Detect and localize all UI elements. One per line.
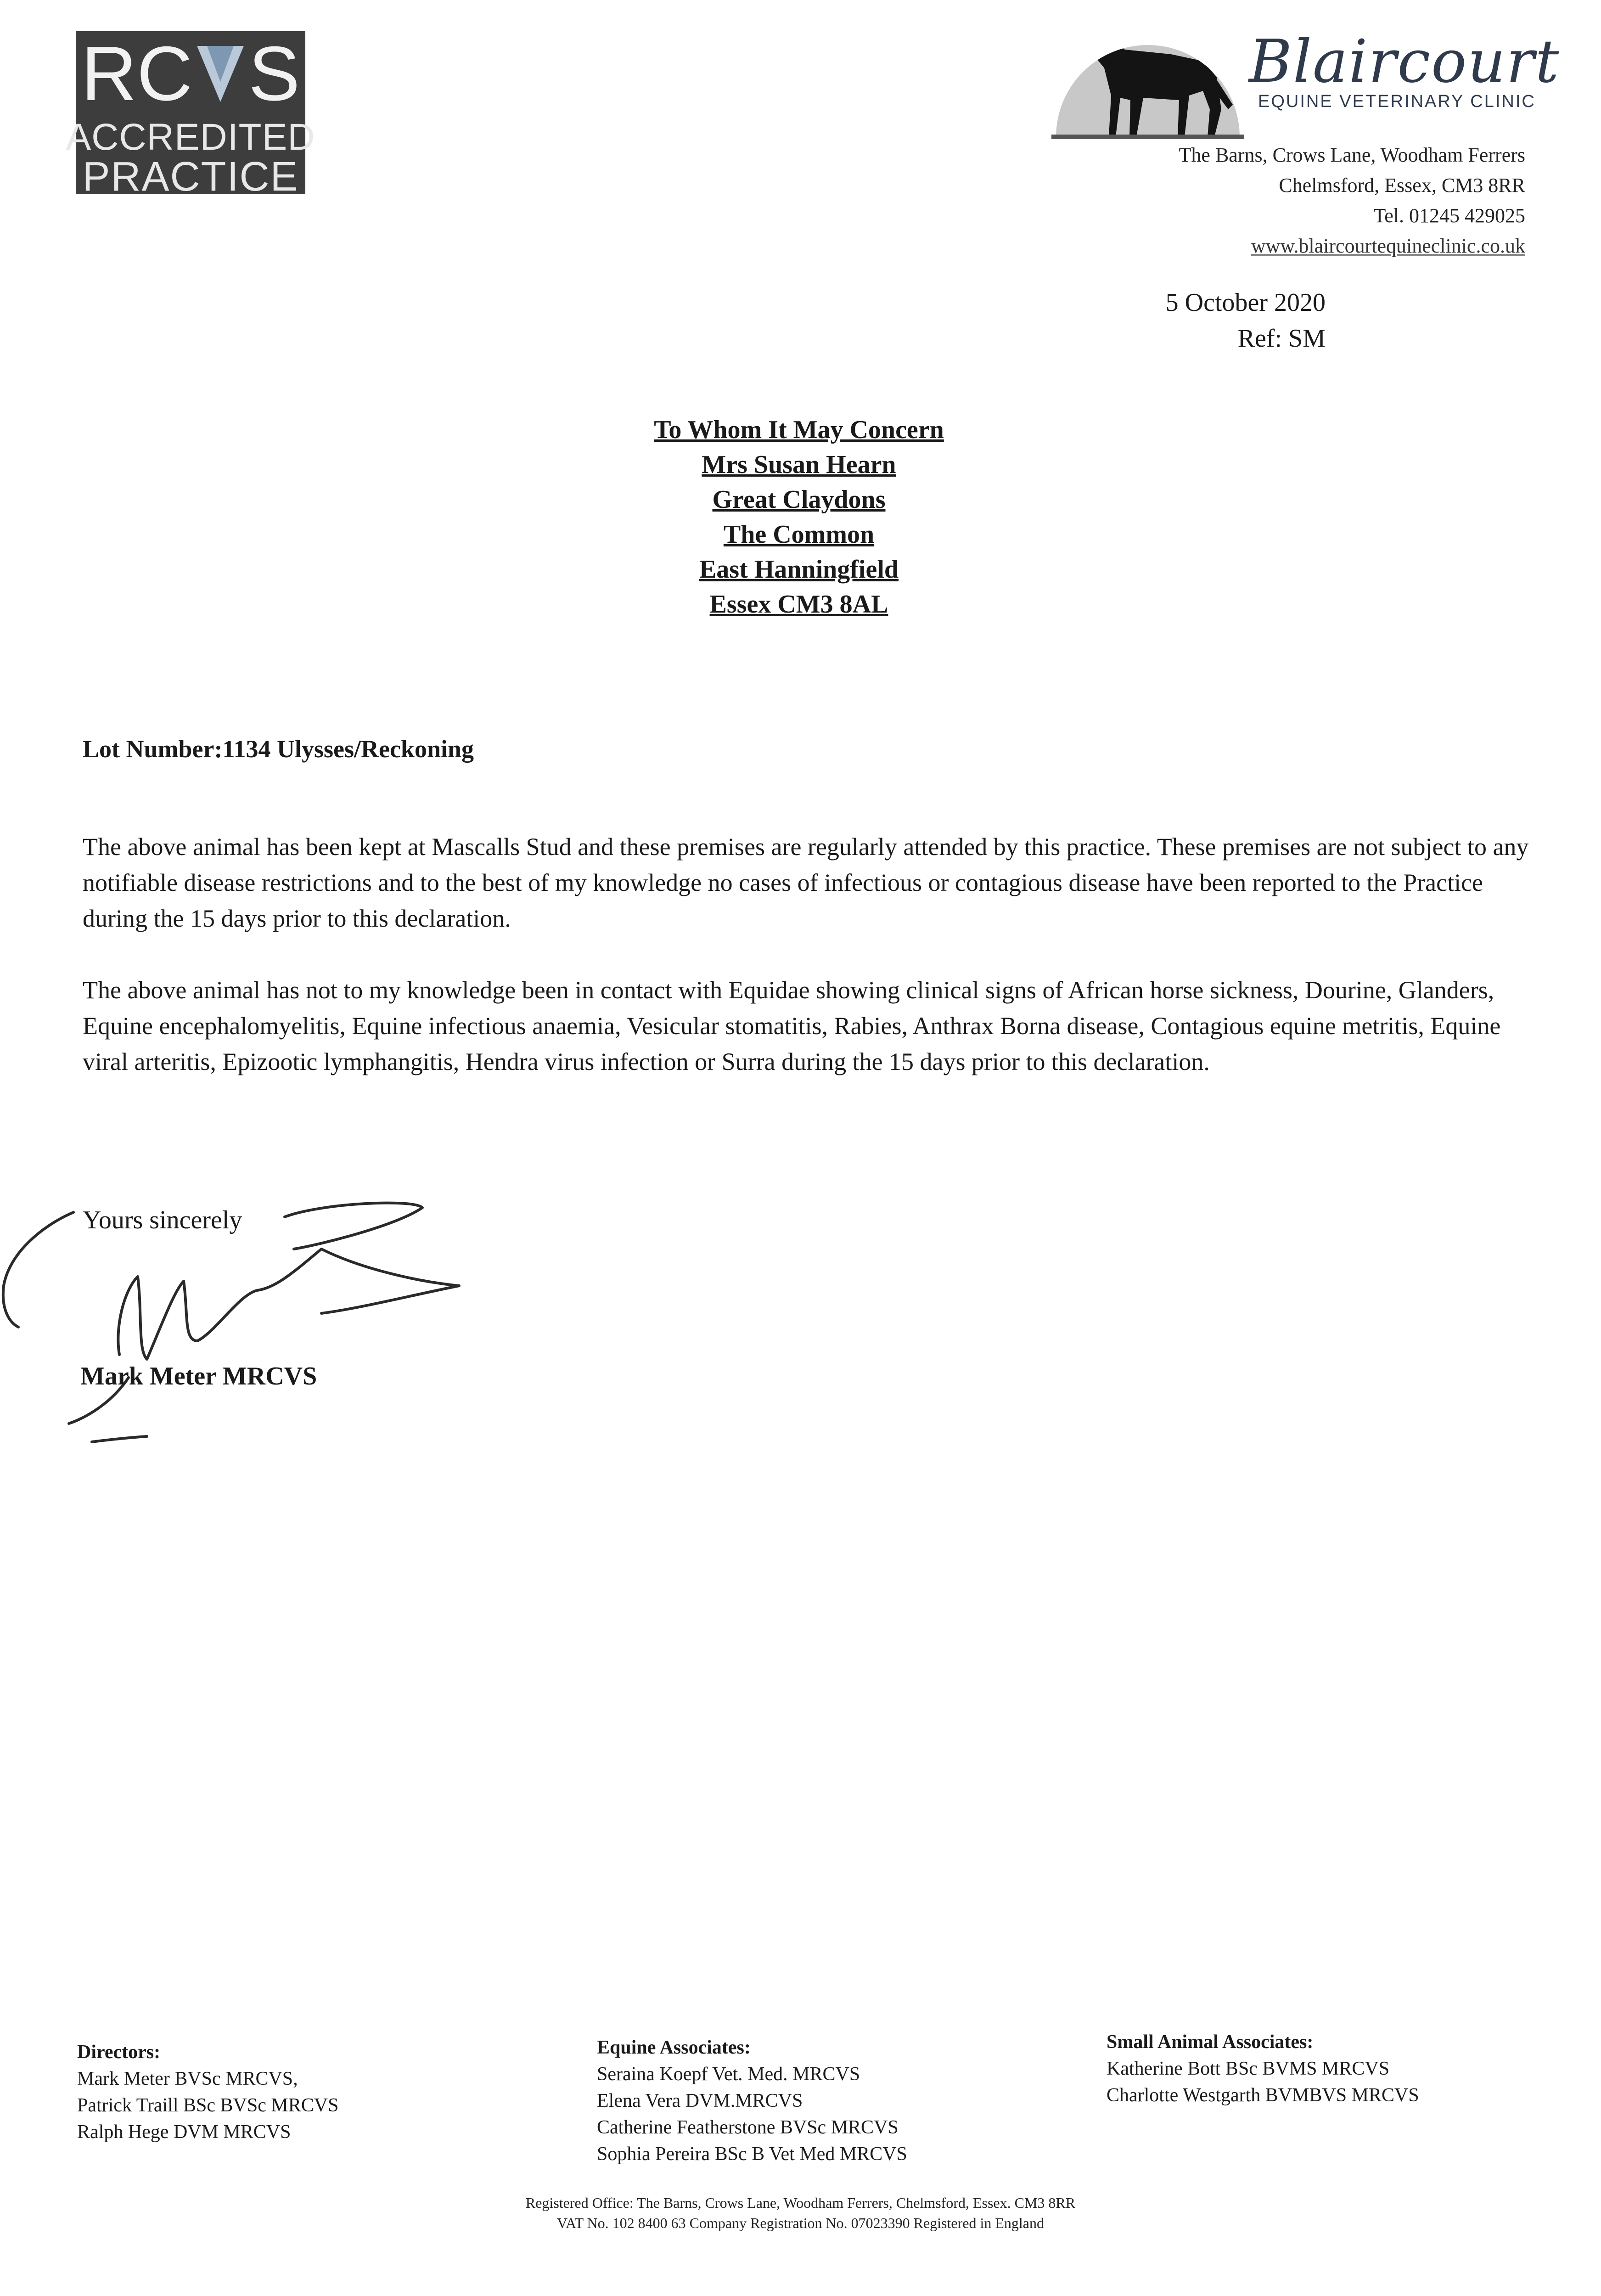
footer-directors xyxy=(77,2039,338,2145)
small-animal-associate-name: Charlotte Westgarth BVMBVS MRCVS xyxy=(1107,2085,1419,2106)
rcvs-accredited-logo xyxy=(66,30,315,200)
address-telephone: Tel. 01245 429025 xyxy=(1373,204,1525,227)
equine-associate-name: Elena Vera DVM.MRCVS xyxy=(597,2090,803,2111)
equine-associate-name: Sophia Pereira BSc B Vet Med MRCVS xyxy=(597,2144,907,2165)
equine-associate-name: Catherine Featherstone BVSc MRCVS xyxy=(597,2117,899,2138)
handwritten-signature xyxy=(0,1176,505,1451)
body-paragraph-diseases: The above animal has not to my knowledge been in contact with Equidae showing clinical signs of African horse sickness, Dourine, Glanders, Equine encephalomyelitis, Equine infectious anaemia, Vesicular stomatitis, Rabies, Anthrax Borna disease, Contagious equine metritis, Equine viral arteritis, Epizootic lymphangitis, Hendra virus infection or Surra during the 15 days prior to this declaration. xyxy=(83,976,1501,1075)
recipient-address-2: The Common xyxy=(723,520,875,549)
director-name: Ralph Hege DVM MRCVS xyxy=(77,2122,291,2143)
clinic-name: Blaircourt xyxy=(1249,28,1560,96)
recipient-address-1: Great Claydons xyxy=(712,485,886,514)
clinic-address xyxy=(1179,140,1525,261)
rcvs-accredited-text: ACCREDITED xyxy=(66,116,315,158)
footer-small-animal-associates xyxy=(1107,2029,1419,2109)
recipient-block xyxy=(0,412,1596,622)
closing-salutation: Yours sincerely xyxy=(83,1206,242,1234)
lot-number: Lot Number:1134 Ulysses/Reckoning xyxy=(83,735,474,763)
clinic-tagline: EQUINE VETERINARY CLINIC xyxy=(1258,92,1536,111)
small-animal-associates-heading: Small Animal Associates: xyxy=(1107,2032,1314,2053)
registered-office: Registered Office: The Barns, Crows Lane, Woodham Ferrers, Chelmsford, Essex. CM3 8RR xyxy=(525,2195,1076,2211)
body-paragraph-premises: The above animal has been kept at Mascalls Stud and these premises are regularly attended by this practice. These premises are not subject to any notifiable disease restrictions and to the best of my knowledge no cases of infectious or contagious disease have been reported to the Practice during the 15 days prior to this declaration. xyxy=(83,833,1529,932)
footer-equine-associates xyxy=(597,2034,907,2167)
signatory-name: Mark Meter MRCVS xyxy=(80,1362,317,1390)
recipient-address-3: East Hanningfield xyxy=(699,555,899,584)
director-name: Mark Meter BVSc MRCVS, xyxy=(77,2068,298,2089)
director-name: Patrick Traill BSc BVSc MRCVS xyxy=(77,2095,339,2116)
address-line-1: The Barns, Crows Lane, Woodham Ferrers xyxy=(1179,144,1525,166)
recipient-line xyxy=(535,587,1063,622)
letter-date: 5 October 2020 xyxy=(1165,288,1326,317)
small-animal-associate-name: Katherine Bott BSc BVMS MRCVS xyxy=(1107,2058,1390,2079)
recipient-line xyxy=(535,517,1063,552)
letter-reference: Ref: SM xyxy=(1237,324,1326,353)
address-line-2: Chelmsford, Essex, CM3 8RR xyxy=(1279,174,1525,197)
recipient-salutation: To Whom It May Concern xyxy=(654,416,944,444)
clinic-website-link[interactable]: www.blaircourtequineclinic.co.uk xyxy=(1251,235,1525,257)
rcvs-practice-text: PRACTICE xyxy=(82,154,299,200)
recipient-line xyxy=(535,412,1063,447)
equine-associates-heading: Equine Associates: xyxy=(597,2037,751,2058)
horse-emblem-icon xyxy=(1051,17,1244,151)
registered-office-block xyxy=(0,2193,1601,2233)
rcvs-letter-s: S xyxy=(248,30,300,117)
recipient-name: Mrs Susan Hearn xyxy=(702,450,896,479)
equine-associate-name: Seraina Koepf Vet. Med. MRCVS xyxy=(597,2064,860,2085)
rcvs-shield-icon xyxy=(193,41,247,106)
recipient-line xyxy=(535,482,1063,517)
directors-heading: Directors: xyxy=(77,2042,161,2063)
recipient-address-4: Essex CM3 8AL xyxy=(709,590,888,619)
rcvs-wordmark xyxy=(81,30,300,117)
recipient-line xyxy=(535,552,1063,587)
rcvs-letters-rc: RC xyxy=(81,30,193,117)
vat-company-registration: VAT No. 102 8400 63 Company Registration No. 07023390 Registered in England xyxy=(557,2215,1044,2231)
date-reference-block xyxy=(1166,285,1326,356)
recipient-line xyxy=(535,447,1063,482)
